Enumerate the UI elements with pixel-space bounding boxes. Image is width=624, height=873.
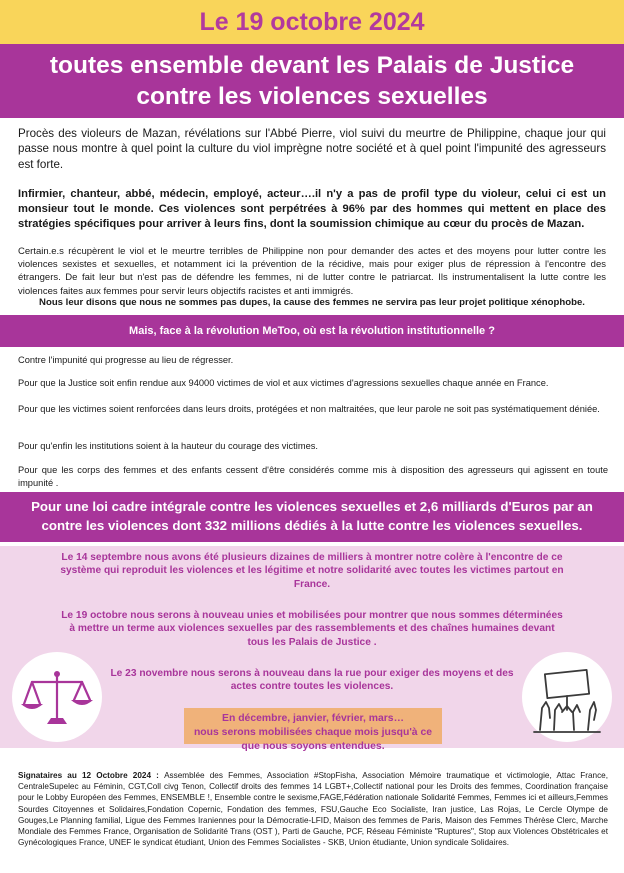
list-item: Pour que les victimes soient renforcées dans leurs droits, protégées et non maltraitées, que leur parole ne soit pas systématiquement déniée. <box>18 404 600 414</box>
mobilisation-september: Le 14 septembre nous avons été plusieurs dizaines de milliers à montrer notre colère à l'encontre de ce système qui reproduit les violences et les légitime et notre solidarité avec toutes les victimes partout en France. <box>60 552 564 590</box>
title-banner <box>0 44 624 118</box>
protest-hands-icon <box>522 652 612 742</box>
scales-of-justice-icon <box>12 652 102 742</box>
demand-line-2: contre les violences dont 332 millions dédiés à la lutte contre les violences sexuelles. <box>41 517 583 533</box>
profile-paragraph: Infirmier, chanteur, abbé, médecin, employé, acteur….il n'y a pas de profil type du violeur, celui ci est un monsieur tout le monde. Ces violences sont perpétrées à 96% par des hommes qui mettent en place des stratégies spécifiques pour arriver à leurs fins, dont la soumission chimique au cœur du procès de Mazan. <box>18 188 606 230</box>
mobilisation-november: Le 23 novembre nous serons à nouveau dans la rue pour exiger des moyens et des actes contre toutes les violences. <box>110 668 514 693</box>
racism-paragraph: Certain.e.s récupèrent le viol et le meurtre terribles de Philippine non pour demander des actes et des moyens pour lutter contre les violences sexistes et sexuelles, et notamment ici la prévention de la récidive, mais pour exiger plus de répression à l'encontre des étrangers. De fait leur but n'est pas de défendre les femmes, ni de lutter contre le patriarcat. Ils instrumentalisent la lutte contre les violences faites aux femmes pour servir leurs objectifs racistes et anti immigrés. <box>18 246 606 297</box>
closing-line-1: En décembre, janvier, février, mars… <box>222 713 404 724</box>
date-banner <box>0 0 624 44</box>
mobilisation-october: Le 19 octobre nous serons à nouveau unies et mobilisées pour montrer que nous sommes déterminées à mettre un terme aux violences sexuelles par des rassemblements et des chaînes humaines devant tous les Palais de Justice . <box>61 610 563 648</box>
signatories-list: Assemblée des Femmes, Association #StopFisha, Association Mémoire traumatique et victimologie, Attac France, CentraleSupelec au Féminin, CGT,Coll civg Tenon, Collectif droits des femmes 14 LGBT+,Collectif national pour les Droits des femmes, Coordination française pour le Lobby Européen des Femmes, ENSEMBLE !, Ensemble contre le sexisme,FAGE,Fédération nationale Solidarité Femmes, Femmes ici et ailleurs,Femmes Sourdes Citoyennes et Solidaires,Fondation Copernic, Fondation des femmes, FSU,Gauche Eco Socialiste, Iran justice, Las Rojas, Le Cercle Olympe de Gouges,Le Planning familial, Ligue des Femmes Iraniennes pour la Démocratie-LFID, Maison des femmes de Paris, Maison des Femmes Thérèse Clerc, Marche Mondiale des Femmes France, Organisation de Solidarité Trans (OST ), Parti de Gauche, PCF, Réseau Féministe "Ruptures", Stop aux Violences Obstétricales et Gynécologiques France, UNEF le syndicat étudiant, Union des Femmes Socialistes - SKB, Union étudiante, Union syndicale Solidaires. <box>18 771 609 848</box>
not-fooled-statement: Nous leur disons que nous ne sommes pas dupes, la cause des femmes ne servira pas leur projet politique xénophobe. <box>39 297 585 308</box>
question-text: Mais, face à la révolution MeToo, où est la révolution institutionnelle ? <box>129 325 495 337</box>
list-item: Pour que la Justice soit enfin rendue aux 94000 victimes de viol et aux victimes d'agressions sexuelles chaque année en France. <box>18 378 549 388</box>
list-item: Pour que les corps des femmes et des enfants cessent d'être considérés comme mis à disposition des agresseurs qui agissent en toute impunité . <box>18 465 608 488</box>
demand-line-1: Pour une loi cadre intégrale contre les violences sexuelles et 2,6 milliards d'Euros par an <box>31 499 593 514</box>
title-line-1: toutes ensemble devant les Palais de Justice <box>49 52 575 79</box>
question-banner <box>0 315 624 347</box>
closing-line-2: nous serons mobilisées chaque mois jusqu'à ce que nous soyons entendues. <box>193 727 433 752</box>
list-item: Pour qu'enfin les institutions soient à la hauteur du courage des victimes. <box>18 441 318 451</box>
intro-paragraph: Procès des violeurs de Mazan, révélations sur l'Abbé Pierre, viol suivi du meurtre de Philippine, chaque jour qui passe nous montre à quel point la culture du viol imprègne notre société et à quel point l'impunité des agresseurs est forte. <box>18 127 606 171</box>
list-item: Contre l'impunité qui progresse au lieu de régresser. <box>18 355 234 365</box>
monthly-mobilisation-box <box>184 708 442 752</box>
signatories <box>18 770 608 848</box>
title-line-2: contre les violences sexuelles <box>136 83 488 110</box>
event-date: Le 19 octobre 2024 <box>199 8 425 36</box>
demand-banner <box>0 492 624 542</box>
signatories-label: Signataires au 12 Octobre 2024 : <box>18 771 165 780</box>
